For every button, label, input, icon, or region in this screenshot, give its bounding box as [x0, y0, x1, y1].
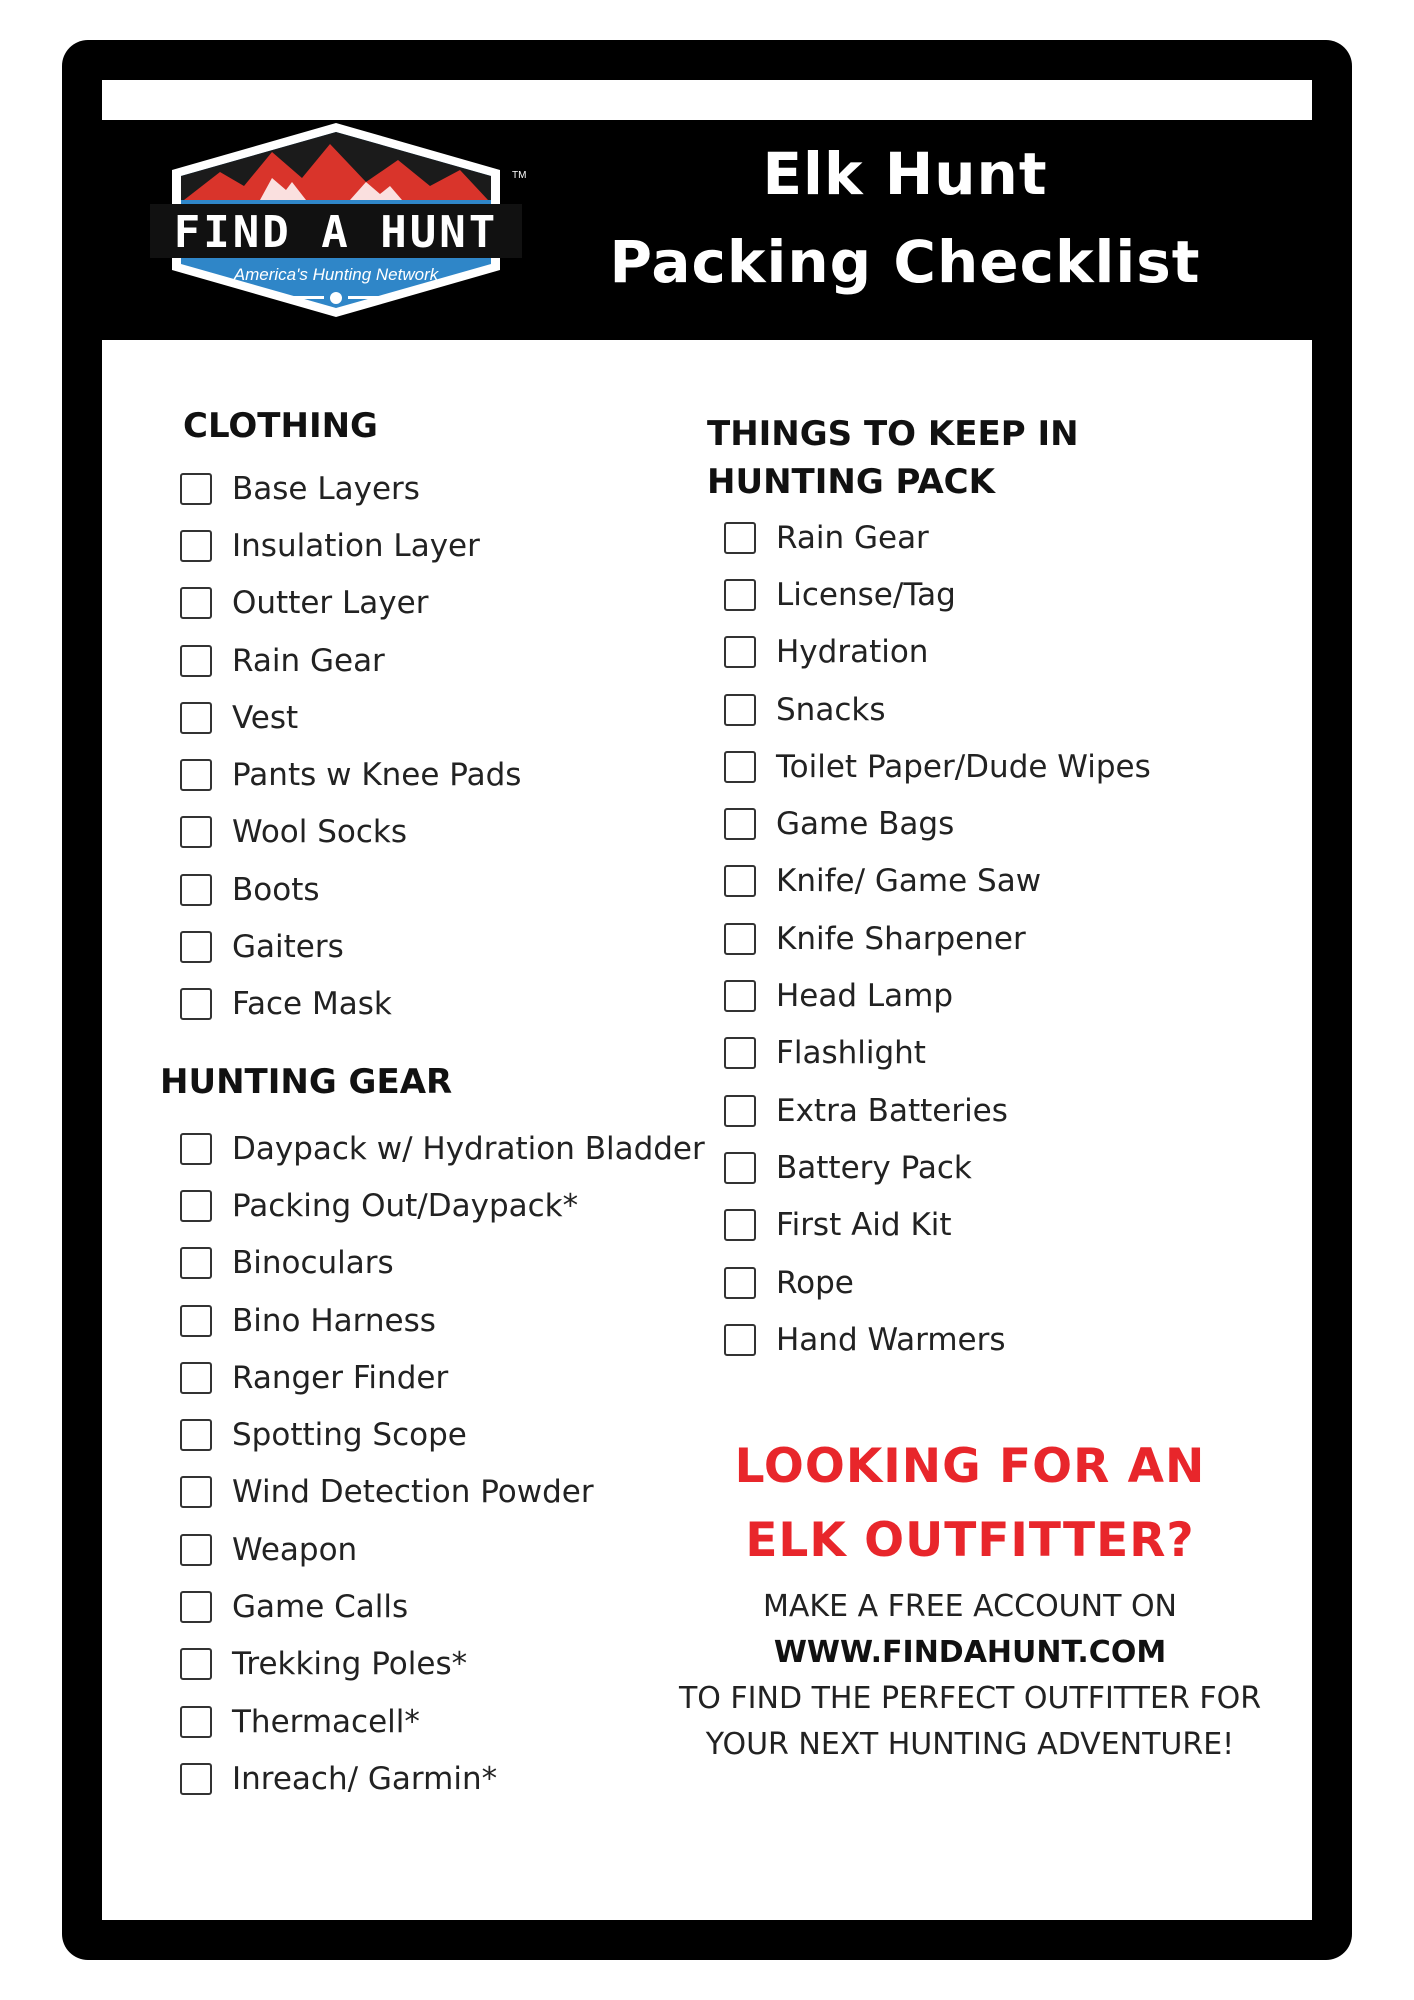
- checklist-item[interactable]: [180, 1636, 700, 1693]
- checklist-item-label: First Aid Kit: [776, 1207, 952, 1244]
- checklist-item-label: Outter Layer: [232, 585, 429, 622]
- checklist-item[interactable]: [724, 738, 1284, 795]
- checklist-item[interactable]: [180, 575, 680, 632]
- checkbox[interactable]: [180, 1190, 212, 1222]
- checklist-item[interactable]: [724, 1197, 1284, 1254]
- checklist-item[interactable]: [724, 910, 1284, 967]
- checkbox[interactable]: [180, 645, 212, 677]
- promo-line-3: TO FIND THE PERFECT OUTFITTER FOR: [678, 1681, 1262, 1716]
- checkbox[interactable]: [724, 980, 756, 1012]
- checkbox[interactable]: [180, 988, 212, 1020]
- hunting-gear-list: [180, 1120, 705, 1808]
- checklist-item-label: Knife Sharpener: [776, 920, 1026, 957]
- checkbox[interactable]: [724, 923, 756, 955]
- checkbox[interactable]: [724, 1324, 756, 1356]
- checklist-item[interactable]: [724, 1139, 1284, 1196]
- checklist-item-label: Hand Warmers: [776, 1321, 1006, 1358]
- checkbox[interactable]: [180, 1476, 212, 1508]
- checklist-item[interactable]: [180, 1464, 700, 1521]
- checkbox[interactable]: [724, 694, 756, 726]
- logo-brand-text: FIND A HUNT: [173, 207, 499, 258]
- checklist-item[interactable]: [180, 1750, 700, 1807]
- checkbox[interactable]: [724, 1095, 756, 1127]
- checklist-item[interactable]: [180, 1578, 700, 1635]
- checklist-item[interactable]: [180, 1406, 700, 1463]
- checklist-item-label: Rain Gear: [232, 642, 385, 679]
- checklist-item-label: Flashlight: [776, 1035, 926, 1072]
- checklist-item[interactable]: [724, 624, 1284, 681]
- promo-text: [640, 1584, 1300, 1768]
- checklist-item-label: Wind Detection Powder: [232, 1474, 594, 1511]
- checklist-item[interactable]: [180, 1235, 700, 1292]
- checklist-item-label: Thermacell*: [232, 1703, 420, 1740]
- checkbox[interactable]: [724, 579, 756, 611]
- checkbox[interactable]: [180, 1247, 212, 1279]
- checkbox[interactable]: [180, 1648, 212, 1680]
- checklist-item-label: Vest: [232, 699, 299, 736]
- checklist-item[interactable]: [180, 1292, 700, 1349]
- clothing-list: [180, 460, 680, 1033]
- checkbox[interactable]: [724, 636, 756, 668]
- checklist-item-label: Knife/ Game Saw: [776, 863, 1042, 900]
- checklist-item[interactable]: [180, 976, 680, 1033]
- title-line-2: Packing Checklist: [609, 228, 1201, 296]
- checklist-item[interactable]: [180, 517, 680, 574]
- checklist-item-label: Packing Out/Daypack*: [232, 1187, 579, 1224]
- checkbox[interactable]: [180, 702, 212, 734]
- checklist-item-label: Extra Batteries: [776, 1092, 1008, 1129]
- logo-trademark: TM: [512, 170, 527, 181]
- checklist-item-label: Insulation Layer: [232, 527, 480, 564]
- clothing-heading: CLOTHING: [183, 406, 378, 446]
- hunting-pack-heading-line-1: THINGS TO KEEP IN: [707, 414, 1079, 454]
- checkbox[interactable]: [180, 816, 212, 848]
- checklist-item-label: Battery Pack: [776, 1149, 972, 1186]
- checklist-item-label: Bino Harness: [232, 1302, 436, 1339]
- promo-line-4: YOUR NEXT HUNTING ADVENTURE!: [705, 1727, 1235, 1762]
- checkbox[interactable]: [180, 1305, 212, 1337]
- checklist-item-label: License/Tag: [776, 576, 956, 613]
- hunting-pack-heading: [707, 410, 1079, 506]
- checklist-item[interactable]: [180, 804, 680, 861]
- checklist-item-label: Snacks: [776, 691, 886, 728]
- checklist-item[interactable]: [180, 1693, 700, 1750]
- checkbox[interactable]: [724, 1209, 756, 1241]
- checklist-item[interactable]: [724, 1254, 1284, 1311]
- checkbox[interactable]: [724, 1152, 756, 1184]
- checklist-item[interactable]: [180, 1120, 705, 1177]
- find-a-hunt-logo: [140, 120, 532, 320]
- checklist-item[interactable]: [180, 1349, 700, 1406]
- checklist-item-label: Rope: [776, 1264, 854, 1301]
- checklist-item-label: Ranger Finder: [232, 1359, 449, 1396]
- checklist-item-label: Pants w Knee Pads: [232, 757, 522, 794]
- checklist-item[interactable]: [724, 1311, 1284, 1368]
- promo-heading-line-1: LOOKING FOR AN: [734, 1439, 1206, 1494]
- header-top-strip: [102, 80, 1312, 120]
- checkbox[interactable]: [180, 931, 212, 963]
- checkbox[interactable]: [724, 1037, 756, 1069]
- checklist-item[interactable]: [724, 853, 1284, 910]
- checklist-item[interactable]: [180, 746, 680, 803]
- checkbox[interactable]: [724, 808, 756, 840]
- checklist-item-label: Weapon: [232, 1531, 358, 1568]
- checkbox[interactable]: [180, 1133, 212, 1165]
- checkbox[interactable]: [180, 473, 212, 505]
- hunting-pack-heading-line-2: HUNTING PACK: [707, 462, 995, 502]
- checkbox[interactable]: [180, 1763, 212, 1795]
- checklist-item[interactable]: [724, 509, 1284, 566]
- checklist-item-label: Gaiters: [232, 929, 344, 966]
- checkbox[interactable]: [180, 1534, 212, 1566]
- checklist-item-label: Spotting Scope: [232, 1417, 467, 1454]
- checklist-item-label: Daypack w/ Hydration Bladder: [232, 1130, 705, 1167]
- checkbox[interactable]: [180, 1591, 212, 1623]
- checkbox[interactable]: [724, 1267, 756, 1299]
- checklist-item[interactable]: [724, 967, 1284, 1024]
- checklist-item-label: Rain Gear: [776, 519, 929, 556]
- checkbox[interactable]: [180, 530, 212, 562]
- checkbox[interactable]: [180, 1362, 212, 1394]
- checklist-item[interactable]: [180, 918, 680, 975]
- checklist-item[interactable]: [724, 681, 1284, 738]
- checklist-item-label: Hydration: [776, 634, 929, 671]
- checklist-item-label: Base Layers: [232, 470, 420, 507]
- logo-tagline: America's Hunting Network: [233, 265, 439, 284]
- checklist-item[interactable]: [724, 1082, 1284, 1139]
- page-title: [560, 130, 1250, 306]
- checklist-item[interactable]: [180, 632, 680, 689]
- checklist-item[interactable]: [180, 861, 680, 918]
- checklist-item-label: Inreach/ Garmin*: [232, 1760, 498, 1797]
- checklist-item-label: Wool Socks: [232, 814, 408, 851]
- checklist-item-label: Binoculars: [232, 1245, 394, 1282]
- checklist-item[interactable]: [180, 689, 680, 746]
- checklist-item[interactable]: [180, 1521, 700, 1578]
- hunting-pack-list: [724, 509, 1284, 1368]
- checkbox[interactable]: [180, 759, 212, 791]
- checkbox[interactable]: [180, 587, 212, 619]
- checklist-item-label: Face Mask: [232, 986, 392, 1023]
- checklist-item[interactable]: [724, 1025, 1284, 1082]
- checklist-item[interactable]: [180, 460, 680, 517]
- checklist-item-label: Head Lamp: [776, 978, 954, 1015]
- checklist-item[interactable]: [724, 566, 1284, 623]
- checkbox[interactable]: [180, 1419, 212, 1451]
- checkbox[interactable]: [724, 865, 756, 897]
- title-line-1: Elk Hunt: [762, 140, 1048, 208]
- checkbox[interactable]: [724, 751, 756, 783]
- promo-line-1: MAKE A FREE ACCOUNT ON: [763, 1589, 1177, 1624]
- checklist-item-label: Toilet Paper/Dude Wipes: [776, 748, 1151, 785]
- promo-heading: [700, 1430, 1240, 1578]
- hunting-gear-heading: HUNTING GEAR: [160, 1062, 453, 1102]
- checklist-item-label: Game Bags: [776, 806, 955, 843]
- checklist-item-label: Trekking Poles*: [232, 1646, 468, 1683]
- checkbox[interactable]: [180, 874, 212, 906]
- checkbox[interactable]: [180, 1706, 212, 1738]
- checklist-item[interactable]: [180, 1177, 700, 1234]
- checklist-item-label: Boots: [232, 871, 320, 908]
- promo-url-link[interactable]: WWW.FINDAHUNT.COM: [773, 1635, 1167, 1670]
- checklist-item[interactable]: [724, 795, 1284, 852]
- promo-heading-line-2: ELK OUTFITTER?: [745, 1513, 1195, 1568]
- checkbox[interactable]: [724, 522, 756, 554]
- checklist-item-label: Game Calls: [232, 1589, 409, 1626]
